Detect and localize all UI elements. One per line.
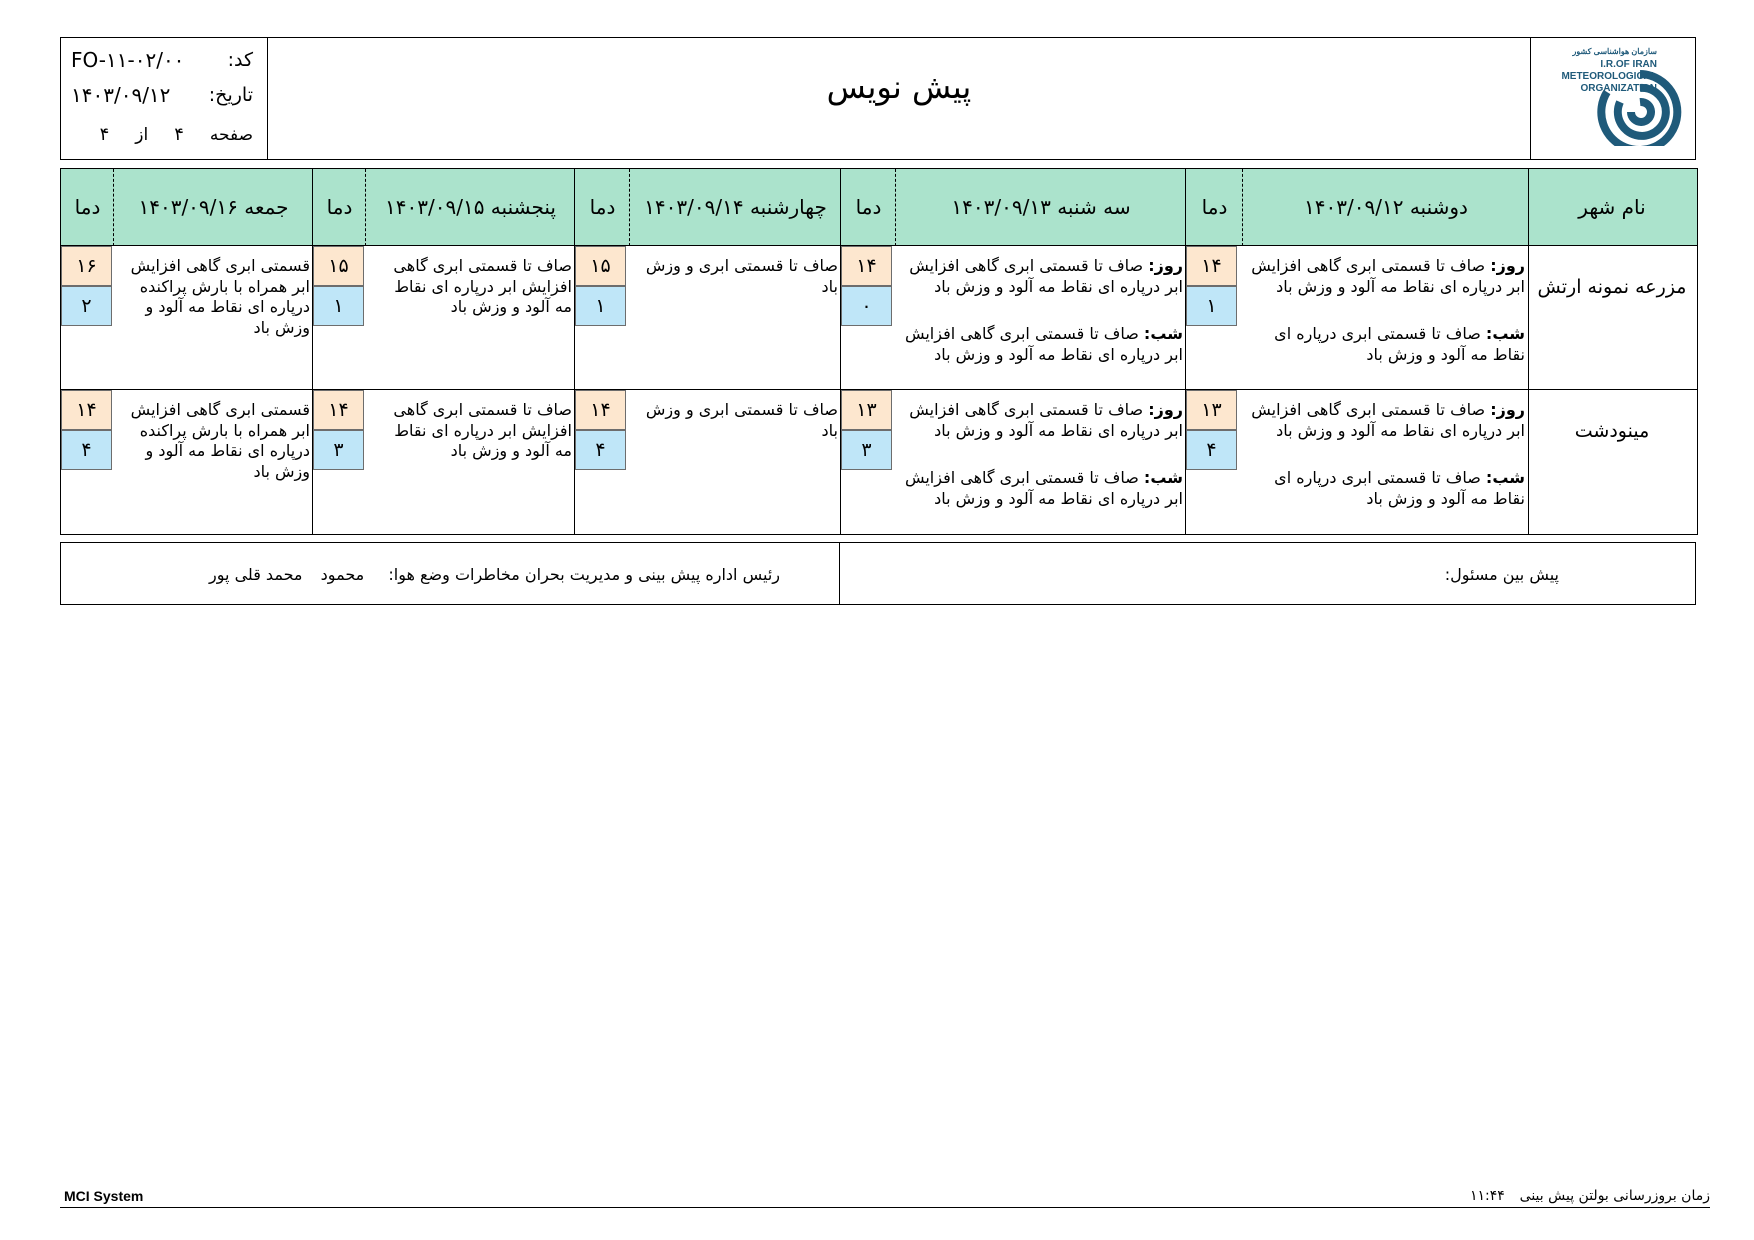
max-temp: ۱۳ [1186,390,1237,430]
min-temp: ۱ [575,286,626,326]
forecast-text: صاف تا قسمتی ابری گاهی افزایش ابر درپاره ای نقاط مه آلود و وزش باد [1251,400,1525,440]
day2-night-forecast [901,468,1183,509]
logo-text-line4: ORGANIZATION [1580,83,1657,94]
update-label: زمان بروزرسانی بولتن پیش بینی [1519,1188,1710,1204]
night-label: شب: [1143,468,1183,487]
page-of: از [135,124,149,145]
max-temp: ۱۳ [841,390,892,430]
header-dashed-divider [895,169,896,246]
header-dashed-divider [629,169,630,246]
max-temp: ۱۴ [61,390,112,430]
min-temp: ۳ [313,430,364,470]
logo-text-line2: I.R.OF IRAN [1600,59,1657,70]
date-value: ۱۴۰۳/۰۹/۱۲ [71,83,171,107]
day1-header: دوشنبه ۱۴۰۳/۰۹/۱۲ [1304,194,1468,219]
day2-header: سه شنبه ۱۴۰۳/۰۹/۱۳ [951,194,1131,219]
signature-divider [839,543,840,604]
max-temp: ۱۴ [313,390,364,430]
update-time [1470,1188,1710,1204]
column-divider [574,169,575,534]
max-temp: ۱۴ [575,390,626,430]
forecast-text: صاف تا قسمتی ابری گاهی افزایش ابر درپاره ای نقاط مه آلود و وزش باد [904,324,1183,364]
day-label: روز: [1148,400,1183,419]
day-label: روز: [1490,400,1525,419]
city-column-header: نام شهر [1578,194,1646,219]
day1-temp-header: دما [1201,194,1228,219]
night-label: شب: [1485,324,1525,343]
city-name: مینودشت [1574,420,1650,442]
max-temp: ۱۴ [841,246,892,286]
day3-forecast: صاف تا قسمتی ابری و وزش باد [645,256,838,296]
logo-text-line3: METEOROLOGICAL [1561,71,1657,82]
day1-day-forecast [1248,256,1525,297]
header-dashed-divider [113,169,114,246]
date-label: تاریخ: [208,84,253,106]
night-label: شب: [1485,468,1525,487]
document-header [60,37,1696,160]
department-head-first-name: محمود [320,565,365,584]
date-row [71,83,253,107]
night-label: شب: [1143,324,1183,343]
header-dashed-divider [365,169,366,246]
forecast-table [60,168,1698,535]
column-divider [312,169,313,534]
day4-forecast: صاف تا قسمتی ابری گاهی افزایش ابر درپاره ای نقاط مه آلود و وزش باد [393,256,572,316]
day-label: روز: [1148,256,1183,275]
department-head-label: رئیس اداره پیش بینی و مدیریت بحران مخاطرات وضع هوا: [388,565,780,584]
day2-night-forecast [901,324,1183,365]
update-time-value: ۱۱:۴۴ [1469,1188,1505,1204]
column-divider [1528,169,1529,534]
day4-header: پنجشنبه ۱۴۰۳/۰۹/۱۵ [385,194,556,219]
code-row [71,48,253,72]
column-divider [1185,169,1186,534]
day1-night-forecast [1248,468,1525,509]
day1-day-forecast [1248,400,1525,441]
day3-temp-header: دما [589,194,616,219]
day4-temp-header: دما [326,194,353,219]
code-label: کد: [227,49,253,71]
max-temp: ۱۵ [313,246,364,286]
code-value: FO-۱۱-۰۲/۰۰ [71,48,185,72]
footer-divider [60,1207,1710,1208]
day1-night-forecast [1248,324,1525,365]
forecast-text: صاف تا قسمتی ابری درپاره ای نقاط مه آلود و وزش باد [1274,324,1525,364]
day4-forecast: صاف تا قسمتی ابری گاهی افزایش ابر درپاره ای نقاط مه آلود و وزش باد [393,400,572,460]
header-dashed-divider [1242,169,1243,246]
page-title: پیش نویس [826,68,972,106]
document-meta [61,38,268,159]
forecast-text: صاف تا قسمتی ابری گاهی افزایش ابر درپاره ای نقاط مه آلود و وزش باد [904,468,1183,508]
min-temp: ۲ [61,286,112,326]
page-row [71,124,253,145]
min-temp: ۳ [841,430,892,470]
forecast-text: صاف تا قسمتی ابری گاهی افزایش ابر درپاره ای نقاط مه آلود و وزش باد [909,400,1183,440]
min-temp: ۱ [1186,286,1237,326]
min-temp: ۱ [313,286,364,326]
department-head [209,565,780,584]
day2-temp-header: دما [855,194,882,219]
day5-forecast: قسمتی ابری گاهی افزایش ابر همراه با بارش پراکنده درپاره ای نقاط مه آلود و وزش باد [130,256,310,337]
day2-day-forecast [901,256,1183,297]
day3-forecast: صاف تا قسمتی ابری و وزش باد [645,400,838,440]
forecast-text: صاف تا قسمتی ابری درپاره ای نقاط مه آلود و وزش باد [1274,468,1525,508]
max-temp: ۱۵ [575,246,626,286]
day5-forecast: قسمتی ابری گاهی افزایش ابر همراه با بارش پراکنده درپاره ای نقاط مه آلود و وزش باد [130,400,310,481]
forecast-text: صاف تا قسمتی ابری گاهی افزایش ابر درپاره ای نقاط مه آلود و وزش باد [909,256,1183,296]
min-temp: ۴ [61,430,112,470]
day5-temp-header: دما [74,194,101,219]
min-temp: ۴ [575,430,626,470]
title-cell [268,38,1530,159]
forecaster-label: پیش بین مسئول: [1444,565,1559,584]
day-label: روز: [1490,256,1525,275]
max-temp: ۱۴ [1186,246,1237,286]
city-name: مزرعه نمونه ارتش [1537,276,1687,298]
min-temp: ۰ [841,286,892,326]
page-current: ۴ [174,124,184,145]
department-head-last-name: محمد قلی پور [209,565,303,584]
signature-block [60,542,1696,605]
forecast-text: صاف تا قسمتی ابری گاهی افزایش ابر درپاره ای نقاط مه آلود و وزش باد [1251,256,1525,296]
logo-text-fa: سازمان هواشناسی کشور [1572,47,1657,56]
min-temp: ۴ [1186,430,1237,470]
day3-header: چهارشنبه ۱۴۰۳/۰۹/۱۴ [644,194,827,219]
max-temp: ۱۶ [61,246,112,286]
column-divider [840,169,841,534]
page-label: صفحه [209,124,253,145]
day5-header: جمعه ۱۴۰۳/۰۹/۱۶ [138,194,289,219]
day2-day-forecast [901,400,1183,441]
logo [1530,38,1695,159]
system-name: MCI System [64,1188,144,1204]
page-total: ۴ [99,124,110,145]
